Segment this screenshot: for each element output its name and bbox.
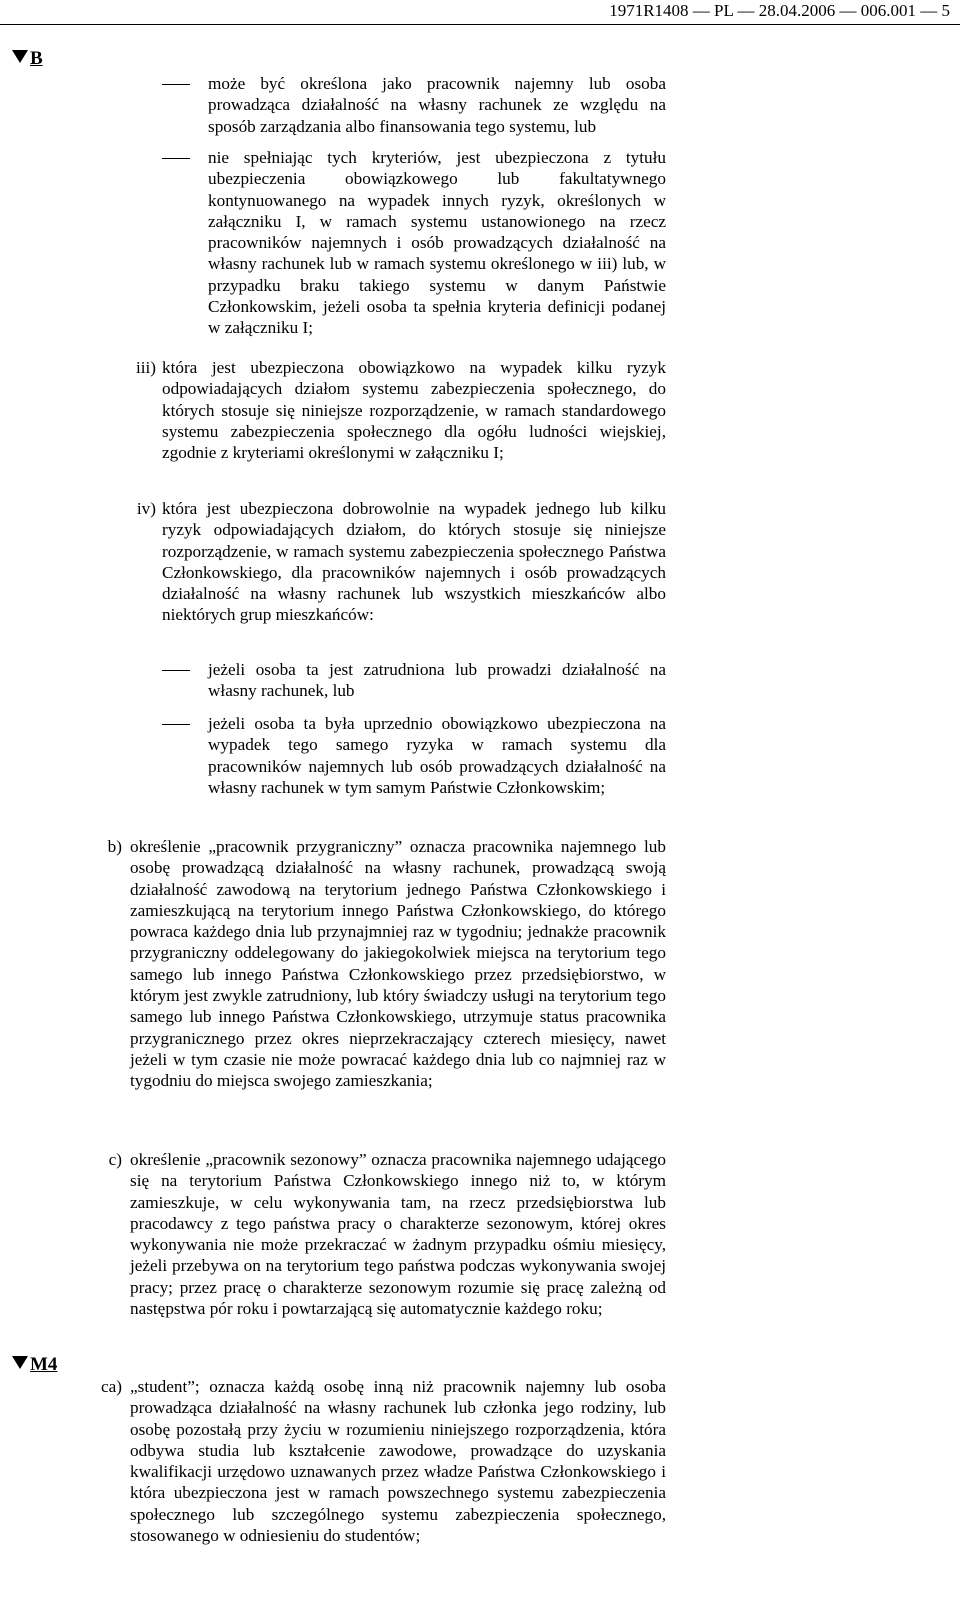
item-c: określenie „pracownik sezonowy” oznacza pracownika najemnego udającego się na terytorium Państwa Członkowskiego innego niż to, w którym zamieszkuje, w celu wykonywania tam, na rzecz przedsiębiorstwa lub pracodawcy z tego państwa pracy o charakterze sezonowym, której okres wykonywania nie może przekraczać w żadnym przypadku ośmiu miesięcy, jeżeli przebywa on na terytorium tego państwa podczas wykonywania swojej pracy; przez pracę o charakterze sezonowym rozumie się pracę zależną od następstwa pór roku i powtarzającą się automatycznie każdego roku; xyxy=(130,1150,666,1319)
dash-bullet xyxy=(162,670,190,671)
amendment-marker-m4 xyxy=(12,1354,57,1376)
item-iv: która jest ubezpieczona dobrowolnie na wypadek jednego lub kilku ryzyk odpowiadających działom, do których stosuje się niniejsze rozporządzenie, w ramach systemu zabezpieczenia społecznego Państwa Członkowskiego, dla pracowników najemnych i osób prowadzących działalność na własny rachunek lub wszystkich mieszkańców albo niektórych grup mieszkańców: xyxy=(162,499,666,625)
dash-item-3: jeżeli osoba ta jest zatrudniona lub prowadzi działalność na własny rachunek, lub xyxy=(208,660,666,701)
down-triangle-icon xyxy=(12,50,28,63)
item-label-ca: ca) xyxy=(101,1377,122,1396)
header-reference: 1971R1408 — PL — 28.04.2006 — 006.001 — 5 xyxy=(609,1,950,20)
item-iii: która jest ubezpieczona obowiązkowo na wypadek kilku ryzyk odpowiadających działom systemu zabezpieczenia społecznego, do których stosuje się niniejsze rozporządzenie, w ramach standardowego systemu zabezpieczenia społecznego dla ogółu ludności wiejskiej, zgodnie z kryteriami określonymi w załączniku I; xyxy=(162,358,666,463)
marker-label: B xyxy=(30,48,43,69)
item-label-b: b) xyxy=(107,837,122,856)
item-label-iv: iv) xyxy=(136,499,156,518)
dash-bullet xyxy=(162,84,190,85)
item-ca: „student”; oznacza każdą osobę inną niż pracownik najemny lub osoba prowadząca działalność na własny rachunek lub członka jego rodziny, lub osobę pozostałą przy życiu w rozumieniu niniejszego rozporządzenia, która odbywa studia lub kształcenie zawodowe, prowadzące do uzyskania kwalifikacji urzędowo uznawanych przez władze Państwa Członkowskiego i która ubezpieczona jest w ramach powszechnego systemu zabezpieczenia społecznego lub szczególnego systemu zabezpieczenia społecznego, stosowanego w odniesieniu do studentów; xyxy=(130,1377,666,1546)
dash-bullet xyxy=(162,724,190,725)
dash-bullet xyxy=(162,158,190,159)
dash-item-1: może być określona jako pracownik najemny lub osoba prowadząca działalność na własny rachunek ze względu na sposób zarządzania albo finansowania tego systemu, lub xyxy=(208,74,666,136)
down-triangle-icon xyxy=(12,1356,28,1369)
dash-item-2: nie spełniając tych kryteriów, jest ubezpieczona z tytułu ubezpieczenia obowiązkowego lub fakultatywnego kontynuowanego na wypadek innych ryzyk, określonych w załączniku I, w ramach systemu ustanowionego na rzecz pracowników najemnych i osób prowadzących działalność na własny rachunek lub w ramach systemu określonego w iii) lub, w przypadku braku takiego systemu w danym Państwie Członkowskim, jeżeli osoba ta spełnia kryteria definicji podanej w załączniku I; xyxy=(208,148,666,338)
item-b: określenie „pracownik przygraniczny” oznacza pracownika najemnego lub osobę prowadzącą działalność na własny rachunek, prowadzącą swoją działalność zawodową na terytorium jednego Państwa Członkowskiego i zamieszkującą na terytorium innego Państwa Członkowskiego, do którego powraca każdego dnia lub przynajmniej raz w tygodniu; jednakże pracownik przygraniczny oddelegowany do jakiegokolwiek miejsca na terytorium tego samego lub innego Państwa Członkowskiego przez przedsiębiorstwo, w którym jest zwykle zatrudniony, lub który świadczy usługi na terytorium tego samego lub innego Państwa Członkowskiego, utrzymuje status pracownika przygranicznego przez okres nieprzekraczający czterech miesięcy, nawet jeżeli w tym czasie nie może powracać każdego dnia lub co najmniej raz w tygodniu do miejsca swojego zamieszkania; xyxy=(130,837,666,1091)
dash-item-4: jeżeli osoba ta była uprzednio obowiązkowo ubezpieczona na wypadek tego samego ryzyka w ramach systemu dla pracowników najemnych lub osób prowadzących działalność na własny rachunek w tym samym Państwie Członkowskim; xyxy=(208,714,666,797)
item-label-iii: iii) xyxy=(135,358,156,377)
amendment-marker-b xyxy=(12,48,43,70)
marker-label: M4 xyxy=(30,1354,58,1375)
page-header xyxy=(0,0,960,25)
item-label-c: c) xyxy=(108,1150,122,1169)
